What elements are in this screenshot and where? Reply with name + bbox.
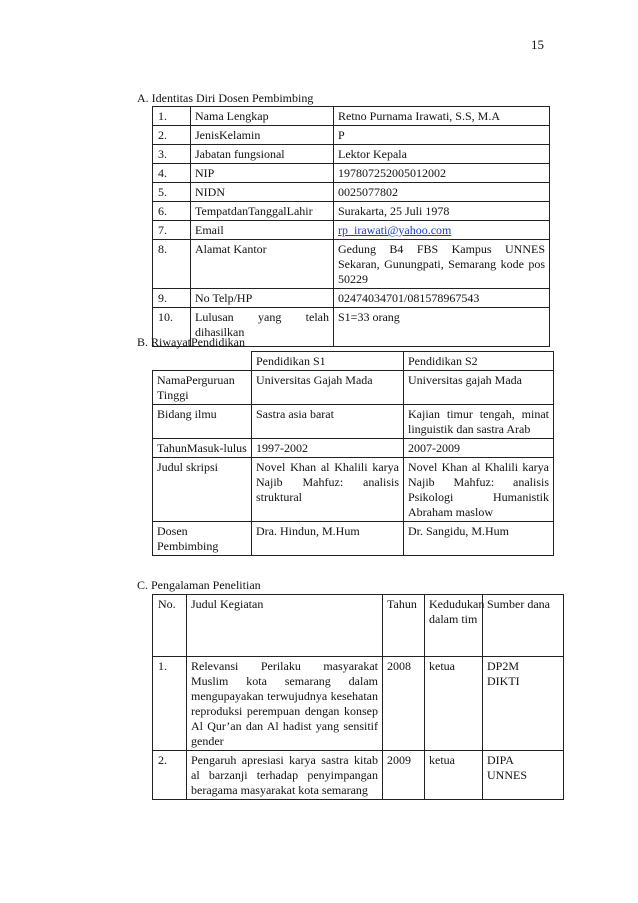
row-value: Lektor Kepala — [334, 145, 550, 164]
row-label: TempatdanTanggalLahir — [191, 202, 334, 221]
table-row — [153, 657, 564, 751]
row-number: 1. — [153, 657, 187, 751]
row-number: 4. — [153, 164, 191, 183]
research-title: Pengaruh apresiasi karya sastra kitab al barzanji terhadap penyimpangan beragama masyarakat kota semarang — [187, 751, 383, 800]
s1-value: Novel Khan al Khalili karya Najib Mahfuz: analisis struktural — [252, 458, 404, 522]
row-number: 8. — [153, 240, 191, 289]
row-label: Bidang ilmu — [153, 405, 252, 439]
s1-value: Dra. Hindun, M.Hum — [252, 522, 404, 556]
row-number: 3. — [153, 145, 191, 164]
table-row — [153, 202, 550, 221]
research-fund: DIPA UNNES — [483, 751, 564, 800]
table-row — [153, 240, 550, 289]
row-label: NamaPerguruan Tinggi — [153, 371, 252, 405]
row-label: No Telp/HP — [191, 289, 334, 308]
row-label: JenisKelamin — [191, 126, 334, 145]
page-number: 15 — [531, 37, 544, 52]
research-table — [152, 594, 564, 800]
header-role: Kedudukan dalam tim — [425, 595, 483, 657]
table-row — [153, 289, 550, 308]
row-label: Email — [191, 221, 334, 240]
header-fund: Sumber dana — [483, 595, 564, 657]
s1-value: Universitas Gajah Mada — [252, 371, 404, 405]
row-label: Nama Lengkap — [191, 107, 334, 126]
s2-value: Dr. Sangidu, M.Hum — [404, 522, 554, 556]
table-header-row — [153, 595, 564, 657]
header-cell-empty — [153, 352, 252, 371]
row-value: S1=33 orang — [334, 308, 550, 347]
table-row — [153, 221, 550, 240]
row-label: Alamat Kantor — [191, 240, 334, 289]
row-number: 10. — [153, 308, 191, 347]
table-row — [153, 522, 554, 556]
row-value: P — [334, 126, 550, 145]
header-cell-s1: Pendidikan S1 — [252, 352, 404, 371]
table-row — [153, 107, 550, 126]
table-header-row — [153, 352, 554, 371]
header-year: Tahun — [383, 595, 425, 657]
table-row — [153, 371, 554, 405]
research-year: 2009 — [383, 751, 425, 800]
row-number: 9. — [153, 289, 191, 308]
section-c-heading: C. Pengalaman Penelitian — [137, 578, 261, 592]
row-number: 6. — [153, 202, 191, 221]
row-number: 2. — [153, 751, 187, 800]
row-value: Surakarta, 25 Juli 1978 — [334, 202, 550, 221]
table-row — [153, 145, 550, 164]
row-value: 197807252005012002 — [334, 164, 550, 183]
s1-value: Sastra asia barat — [252, 405, 404, 439]
research-role: ketua — [425, 751, 483, 800]
section-a-heading: A. Identitas Diri Dosen Pembimbing — [137, 91, 314, 105]
s1-value: 1997-2002 — [252, 439, 404, 458]
header-no: No. — [153, 595, 187, 657]
table-row — [153, 126, 550, 145]
row-label: Dosen Pembimbing — [153, 522, 252, 556]
row-value: Retno Purnama Irawati, S.S, M.A — [334, 107, 550, 126]
s2-value: Novel Khan al Khalili karya Najib Mahfuz: analisis Psikologi Humanistik Abraham maslow — [404, 458, 554, 522]
section-b-heading: B. RiwayatPendidikan — [137, 335, 245, 349]
research-role: ketua — [425, 657, 483, 751]
table-row — [153, 164, 550, 183]
email-link[interactable]: rp_irawati@yahoo.com — [338, 223, 452, 237]
row-label: Lulusan yang telah dihasilkan — [191, 308, 334, 347]
s2-value: 2007-2009 — [404, 439, 554, 458]
research-year: 2008 — [383, 657, 425, 751]
row-number: 5. — [153, 183, 191, 202]
table-row — [153, 439, 554, 458]
row-label: Judul skripsi — [153, 458, 252, 522]
row-value: 0025077802 — [334, 183, 550, 202]
row-number: 2. — [153, 126, 191, 145]
header-cell-s2: Pendidikan S2 — [404, 352, 554, 371]
education-table — [152, 351, 554, 556]
research-fund: DP2M DIKTI — [483, 657, 564, 751]
table-row — [153, 405, 554, 439]
s2-value: Kajian timur tengah, minat linguistik dan sastra Arab — [404, 405, 554, 439]
research-title: Relevansi Perilaku masyarakat Muslim kota semarang dalam mengupayakan terwujudnya kesehatan reproduksi perempuan dengan konsep Al Qur’an dan Al hadist yang sensitif gender — [187, 657, 383, 751]
row-value: 02474034701/081578967543 — [334, 289, 550, 308]
table-row — [153, 183, 550, 202]
row-label: TahunMasuk-lulus — [153, 439, 252, 458]
table-row — [153, 751, 564, 800]
table-row — [153, 458, 554, 522]
header-title: Judul Kegiatan — [187, 595, 383, 657]
row-label: NIP — [191, 164, 334, 183]
row-label: NIDN — [191, 183, 334, 202]
row-value — [334, 221, 550, 240]
identity-table — [152, 106, 550, 347]
s2-value: Universitas gajah Mada — [404, 371, 554, 405]
row-label: Jabatan fungsional — [191, 145, 334, 164]
row-number: 7. — [153, 221, 191, 240]
row-value: Gedung B4 FBS Kampus UNNES Sekaran, Gunungpati, Semarang kode pos 50229 — [334, 240, 550, 289]
row-number: 1. — [153, 107, 191, 126]
